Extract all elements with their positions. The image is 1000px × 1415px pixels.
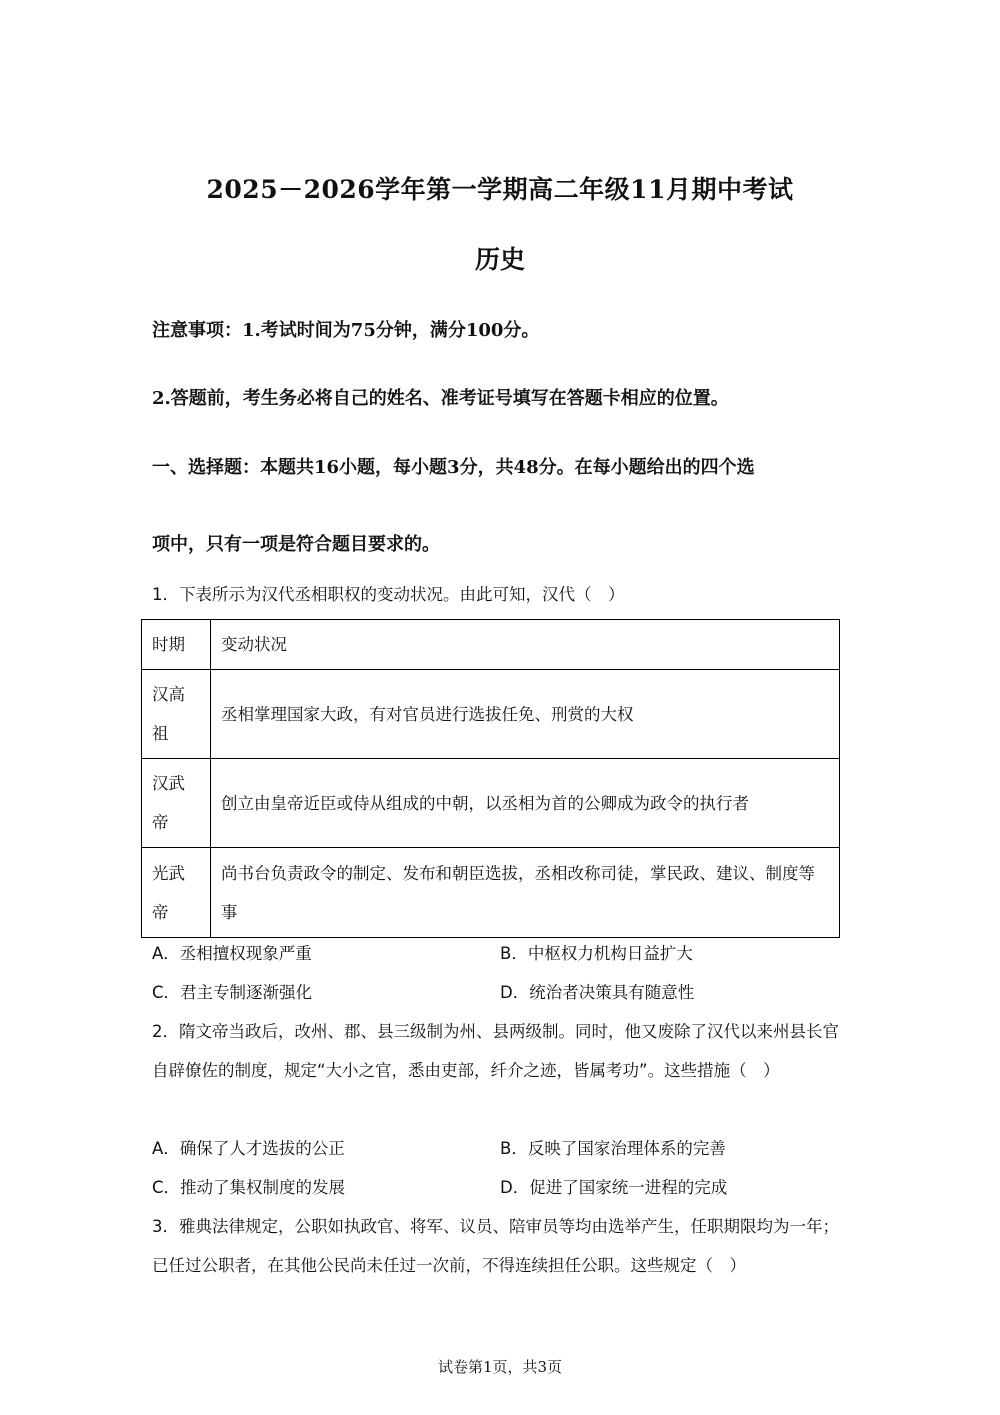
question-1-table — [141, 619, 840, 938]
section-heading-line-1: 一、选择题：本题共16小题，每小题3分，共48分。在每小题给出的四个选 — [152, 457, 755, 478]
option-a[interactable]: A．丞相擅权现象严重 — [152, 944, 312, 963]
question-1-options-row-2 — [152, 973, 852, 1012]
table-row — [142, 759, 840, 848]
option-c[interactable]: C．推动了集权制度的发展 — [152, 1178, 346, 1197]
notes-line-1: 注意事项：1.考试时间为75分钟，满分100分。 — [152, 320, 540, 341]
table-header-period: 时期 — [142, 620, 211, 670]
exam-title: 2025－2026学年第一学期高二年级11月期中考试 — [206, 175, 794, 204]
question-2-stem — [152, 1012, 852, 1090]
table-cell-change: 丞相掌理国家大政，有对官员进行选拔任免、刑赏的大权 — [211, 670, 840, 759]
table-cell-period: 光武帝 — [142, 848, 211, 938]
option-b[interactable]: B．反映了国家治理体系的完善 — [500, 1139, 726, 1158]
question-3-stem — [152, 1207, 852, 1285]
table-cell-change: 尚书台负责政令的制定、发布和朝臣选拔，丞相改称司徒，掌民政、建议、制度等事 — [211, 848, 840, 938]
option-d[interactable]: D．统治者决策具有随意性 — [500, 983, 695, 1002]
question-2-options-row-1 — [152, 1129, 852, 1168]
page-footer: 试卷第1页，共3页 — [437, 1358, 563, 1376]
table-cell-period: 汉武帝 — [142, 759, 211, 848]
option-c[interactable]: C．君主专制逐渐强化 — [152, 983, 313, 1002]
question-2-text: 2．隋文帝当政后，改州、郡、县三级制为州、县两级制。同时，他又废除了汉代以来州县长官自辟僚佐的制度，规定“大小之官，悉由吏部，纤介之迹，皆属考功”。这些措施（ ） — [152, 1022, 839, 1080]
option-d[interactable]: D．促进了国家统一进程的完成 — [500, 1178, 728, 1197]
table-header-row — [142, 620, 840, 670]
table-row — [142, 670, 840, 759]
exam-subject: 历史 — [474, 245, 525, 274]
notes-line-2: 2.答题前，考生务必将自己的姓名、准考证号填写在答题卡相应的位置。 — [152, 388, 729, 409]
question-1-options-row-1 — [152, 934, 852, 973]
table-cell-change: 创立由皇帝近臣或侍从组成的中朝，以丞相为首的公卿成为政令的执行者 — [211, 759, 840, 848]
question-1-text: 1．下表所示为汉代丞相职权的变动状况。由此可知，汉代（ ） — [152, 585, 625, 604]
table-row — [142, 848, 840, 938]
option-a[interactable]: A．确保了人才选拔的公正 — [152, 1139, 345, 1158]
table-cell-period: 汉高祖 — [142, 670, 211, 759]
option-b[interactable]: B．中枢权力机构日益扩大 — [500, 944, 693, 963]
question-3-text: 3．雅典法律规定，公职如执政官、将军、议员、陪审员等均由选举产生，任职期限均为一年；已任过公职者，在其他公民尚未任过一次前，不得连续担任公职。这些规定（ ） — [152, 1217, 839, 1275]
table-header-change: 变动状况 — [211, 620, 840, 670]
question-1-stem — [152, 575, 852, 614]
section-heading-line-2: 项中，只有一项是符合题目要求的。 — [152, 534, 440, 555]
question-2-options-row-2 — [152, 1168, 852, 1207]
